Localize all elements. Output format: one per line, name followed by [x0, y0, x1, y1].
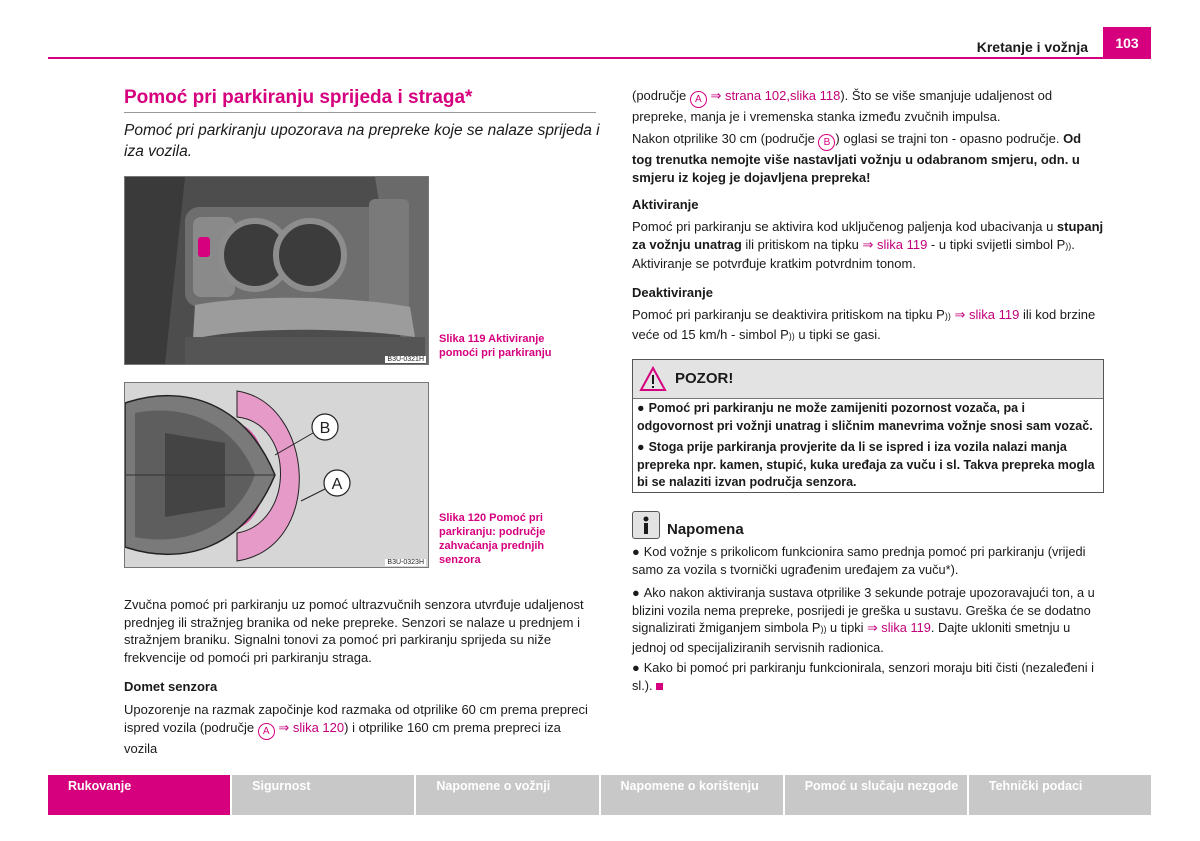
bold-warning-text: Od tog trenutka nemojte više nastavljati vožnju u odabranom smjeru, odn. u smjeru iz kojeg je dojavljena prepreka! — [632, 131, 1082, 185]
warning-item — [637, 400, 1097, 435]
sensor-range-illustration — [125, 383, 428, 567]
note-title: Napomena — [667, 521, 744, 538]
note-item — [632, 584, 1104, 656]
link-slika-120[interactable]: ⇒ slika 120 — [278, 719, 345, 735]
page-number: 103 — [1103, 27, 1151, 59]
text-part: - u tipki svijetli simbol P — [927, 236, 1066, 252]
text-part: . Dajte ukloniti smetnju u jednoj od specijaliziranih servisnih radionica. — [632, 620, 1071, 655]
area-a-marker: A — [690, 91, 707, 108]
area-a-marker: A — [258, 723, 275, 740]
aktiviranje-heading: Aktiviranje — [632, 197, 699, 212]
title-rule — [124, 112, 596, 113]
intro-text: Pomoć pri parkiranju upozorava na prepreke koje se nalaze sprijeda i iza vozila. — [124, 122, 600, 160]
bullet: ● — [637, 401, 645, 415]
text-part: u tipki — [826, 620, 868, 635]
figure-119-console-photo — [124, 176, 429, 365]
link-slika-119[interactable]: ⇒ slika 119 — [954, 307, 1020, 322]
nav-tab-rukovanje[interactable]: Rukovanje — [48, 775, 230, 815]
text-part: Pomoć pri parkiranju se deaktivira pritiskom na tipku P — [632, 307, 945, 322]
text-part: ili pritiskom na tipku — [741, 236, 863, 252]
text-part: ili kod brzine veće od 15 km/h - simbol P — [632, 307, 1096, 342]
label-b: B — [319, 420, 331, 437]
nav-tab-napomene-o-koristenju[interactable]: Napomene o korištenju — [601, 775, 783, 815]
bullet: ● — [632, 660, 640, 675]
area-b-marker: B — [818, 134, 835, 151]
parking-sensor-icon: )) — [820, 624, 827, 634]
domet-heading: Domet senzora — [124, 679, 218, 694]
note-item — [632, 543, 1104, 578]
text-part: ) oglasi se trajni ton - opasno područje. — [835, 131, 1064, 146]
bullet: ● — [637, 440, 645, 454]
nav-tab-tehnicki-podaci[interactable]: Tehnički podaci — [969, 775, 1151, 815]
text-part: (područje — [632, 88, 690, 103]
deaktiviranje-heading: Deaktiviranje — [632, 285, 713, 300]
warning-title: POZOR! — [675, 370, 734, 387]
domet-text — [124, 701, 596, 757]
parking-sensor-icon: )) — [1065, 240, 1072, 251]
text-part: ). Što se više smanjuje udaljenost od prepreke, manja je i vremenska stanka između zvučnih impulsa. — [632, 88, 1053, 124]
parking-sensor-icon: )) — [788, 330, 795, 341]
aktiviranje-text — [632, 218, 1104, 273]
text-part: . Aktiviranje se potvrđuje kratkim potvrdnim tonom. — [632, 236, 1075, 271]
label-a: A — [331, 476, 343, 493]
figure-119-code: B3U-0321H — [387, 356, 424, 363]
section-title: Pomoć pri parkiranju sprijeda i straga* — [124, 87, 473, 108]
header-rule — [48, 57, 1151, 59]
text-part: Ako nakon aktiviranja sustava otprilike 3 sekunde potraje upozoravajući ton, a u blizini vozila nema prepreke, posrijedi je greška u sustavu. Greška će se dodatno signalizirati žmiganjem simbola P — [632, 585, 1095, 635]
text-part: Nakon otprilike 30 cm (područje — [632, 131, 819, 146]
warning-item-text: Stoga prije parkiranja provjerite da li se ispred i iza vozila nalazi manja prepreka npr. kamen, stupić, kuka uređaja za vuču i sl. Takva prepreka mogla bi se nalaziti izvan područja senzora. — [637, 440, 1095, 489]
console-illustration — [125, 177, 428, 364]
figure-120-sensor-range — [124, 382, 429, 568]
footer-nav — [48, 775, 1151, 815]
parking-sensor-icon: )) — [944, 311, 951, 321]
right-paragraph-2 — [632, 130, 1104, 186]
right-paragraph-1 — [632, 87, 1104, 126]
link-slika-119[interactable]: ⇒ slika 119 — [867, 620, 931, 635]
info-icon — [632, 511, 660, 539]
nav-tab-pomoc-u-slucaju-nezgode[interactable]: Pomoć u slučaju nezgode — [785, 775, 967, 815]
note-item-text: Kako bi pomoć pri parkiranju funkcionirala, senzori moraju biti čisti (nezaleđeni i sl.). — [632, 660, 1094, 693]
text-part: Pomoć pri parkiranju se aktivira kod uključenog paljenja kod ubacivanja u — [632, 219, 1057, 234]
warning-item-text: Pomoć pri parkiranju ne može zamijeniti pozornost vozača, pa i odgovornost pri vožnji unatrag i sličnim manevrima vožnje snosi sam vozač. — [637, 401, 1093, 433]
link-strana-102[interactable]: ⇒ strana 102,slika 118 — [710, 88, 841, 103]
domet-text-part: Upozorenje na razmak započinje kod razmaka od otprilike 60 cm prema prepreci ispred vozila (područje — [124, 702, 588, 735]
domet-text-part: ) i otprilike 160 cm prema prepreci iza vozila — [124, 719, 561, 756]
warning-triangle-icon — [639, 366, 667, 392]
bold-text: stupanj za vožnju unatrag — [632, 219, 1104, 252]
bullet: ● — [632, 585, 640, 600]
warning-header — [633, 360, 1103, 399]
figure-120-caption: Slika 120 Pomoć pri parkiranju: područje zahvaćanja prednjih senzora — [439, 512, 546, 566]
header-title: Kretanje i vožnja — [976, 39, 1088, 55]
end-marker — [656, 683, 663, 690]
link-slika-119[interactable]: ⇒ slika 119 — [862, 236, 928, 252]
bullet: ● — [632, 544, 640, 559]
note-item-text: Kod vožnje s prikolicom funkcionira samo prednja pomoć pri parkiranju (vrijedi samo za vozila s tvornički ugrađenim uređajem za vuču*). — [632, 544, 1086, 577]
figure-119-caption: Slika 119 Aktiviranje pomoći pri parkiranju — [439, 333, 552, 359]
deaktiviranje-text — [632, 306, 1104, 345]
figure-120-code: B3U-0323H — [387, 559, 424, 566]
left-paragraph: Zvučna pomoć pri parkiranju uz pomoć ultrazvučnih senzora utvrđuje udaljenost prednjeg ili stražnjeg branika od neke prepreke. Senzori se nalaze u prednjem i stražnjem braniku. Signalni tonovi za pomoć pri parkiranju sprijeda su niže frekvencije od pomoći pri parkiranju straga. — [124, 597, 584, 665]
nav-tab-napomene-o-voznji[interactable]: Napomene o vožnji — [416, 775, 598, 815]
nav-tab-sigurnost[interactable]: Sigurnost — [232, 775, 414, 815]
text-part: u tipki se gasi. — [794, 326, 881, 342]
note-item — [632, 659, 1104, 694]
warning-item — [637, 439, 1097, 492]
warning-box — [632, 359, 1104, 493]
